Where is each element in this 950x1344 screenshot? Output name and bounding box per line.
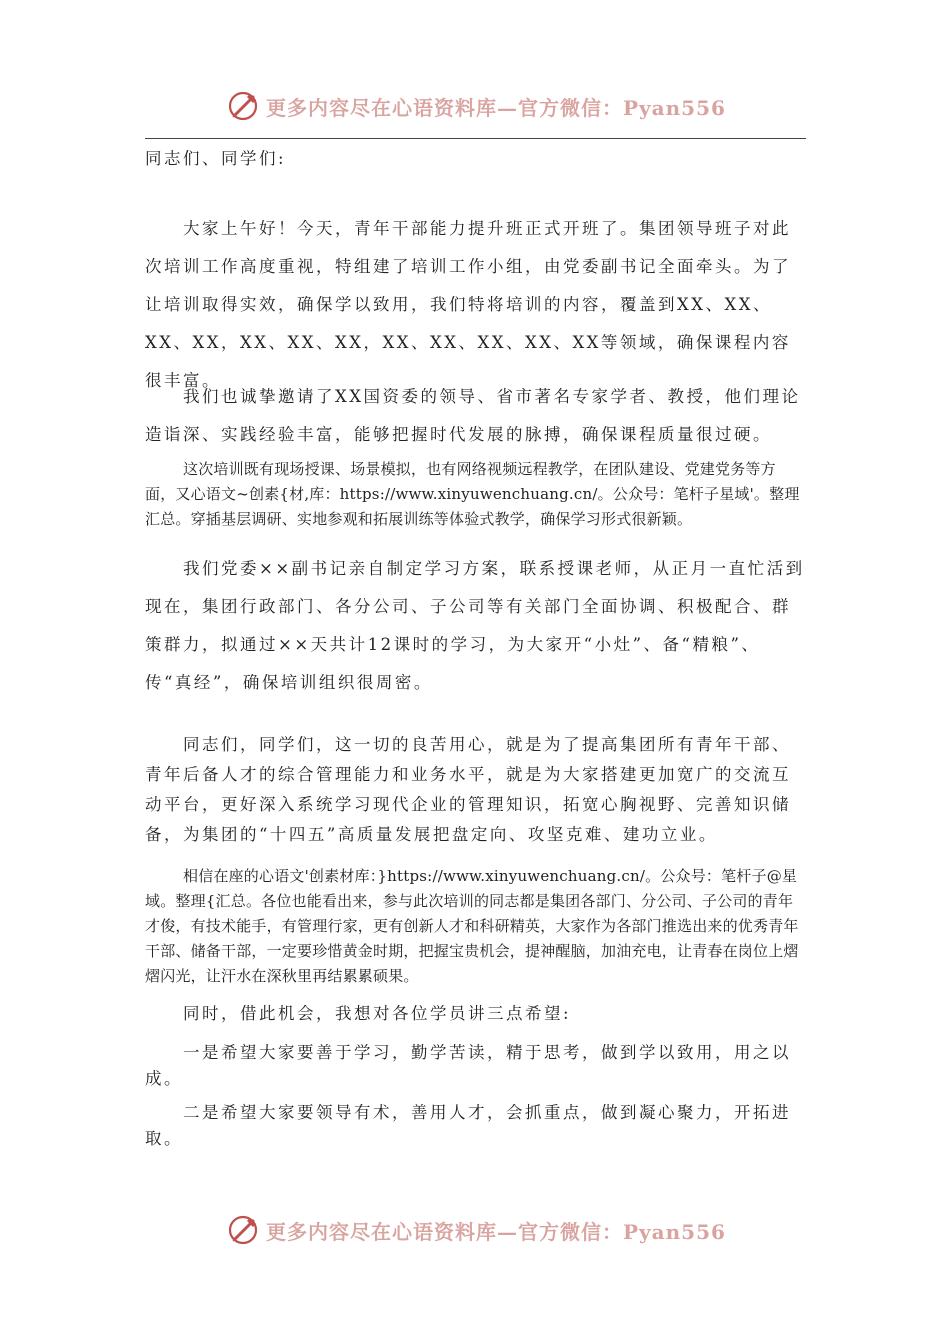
paragraph-8: 一是希望大家要善于学习，勤学苦读，精于思考，做到学以致用，用之以成。 [145, 1043, 791, 1088]
pen-logo-icon [226, 1212, 262, 1248]
paragraph-7: 同时，借此机会，我想对各位学员讲三点希望: [183, 1004, 572, 1023]
paragraph-5: 同志们，同学们，这一切的良苦用心，就是为了提高集团所有青年干部、青年后备人才的综合管理能力和业务水平，就是为大家搭建更加宽广的交流互动平台，更好深入系统学习现代企业的管理知识，拓宽心胸视野、完善知识储备，为集团的“十四五”高质量发展把盘定向、攻坚克难、建功立业。 [145, 735, 791, 844]
paragraph-6: 相信在座的心语文'创素材库：}https://www.xinyuwenchuang.cn/。公众号：笔杆子@星域。整理{汇总。各位也能看出来，参与此次培训的同志都是集团各部门、分公司、子公司的青年才俊，有技术能手，有管理行家，更有创新人才和科研精英，大家作为各部门推选出来的优秀青年干部、储备干部，一定要珍惜黄金时期，把握宝贵机会，提神醒脑，加油充电，让青春在岗位上熠熠闪光，让汗水在深秋里再结累累硕果。 [145, 867, 799, 985]
paragraph-1: 大家上午好！今天，青年干部能力提升班正式开班了。集团领导班子对此次培训工作高度重视，特组建了培训工作小组，由党委副书记全面牵头。为了让培训取得实效，确保学以致用，我们特将培训的内容，覆盖到XX、XX、XX、XX，XX、XX、XX，XX、XX、XX、XX、XX等领域，确保课程内容很丰富。 [145, 219, 791, 390]
paragraph-3: 这次培训既有现场授课、场景模拟，也有网络视频远程教学，在团队建设、党建党务等方面，又心语文~创素{材,库：https://www.xinyuwenchuang.cn/。公众号：笔杆子星域'。整理汇总。穿插基层调研、实地参观和拓展训练等体验式教学，确保学习形式很新颖。 [145, 460, 800, 528]
header-banner-text: 更多内容尽在心语资料库—官方微信：Pyan556 [266, 95, 726, 120]
header-banner [0, 82, 950, 128]
paragraph-9: 二是希望大家要领导有术，善用人才，会抓重点，做到凝心聚力，开拓进取。 [145, 1103, 791, 1148]
paragraph-4: 我们党委××副书记亲自制定学习方案，联系授课老师，从正月一直忙活到现在，集团行政部门、各分公司、子公司等有关部门全面协调、积极配合、群策群力，拟通过××天共计12课时的学习，为大家开“小灶”、备“精粮”、传“真经”，确保培训组织很周密。 [145, 559, 805, 692]
footer-banner [0, 1206, 950, 1252]
footer-banner-text: 更多内容尽在心语资料库—官方微信：Pyan556 [266, 1219, 726, 1244]
header-divider [145, 138, 806, 139]
paragraph-2: 我们也诚挚邀请了XX国资委的领导、省市著名专家学者、教授，他们理论造诣深、实践经验丰富，能够把握时代发展的脉搏，确保课程质量很过硬。 [145, 387, 801, 444]
salutation: 同志们、同学们: [145, 149, 287, 168]
pen-logo-icon [226, 88, 262, 124]
